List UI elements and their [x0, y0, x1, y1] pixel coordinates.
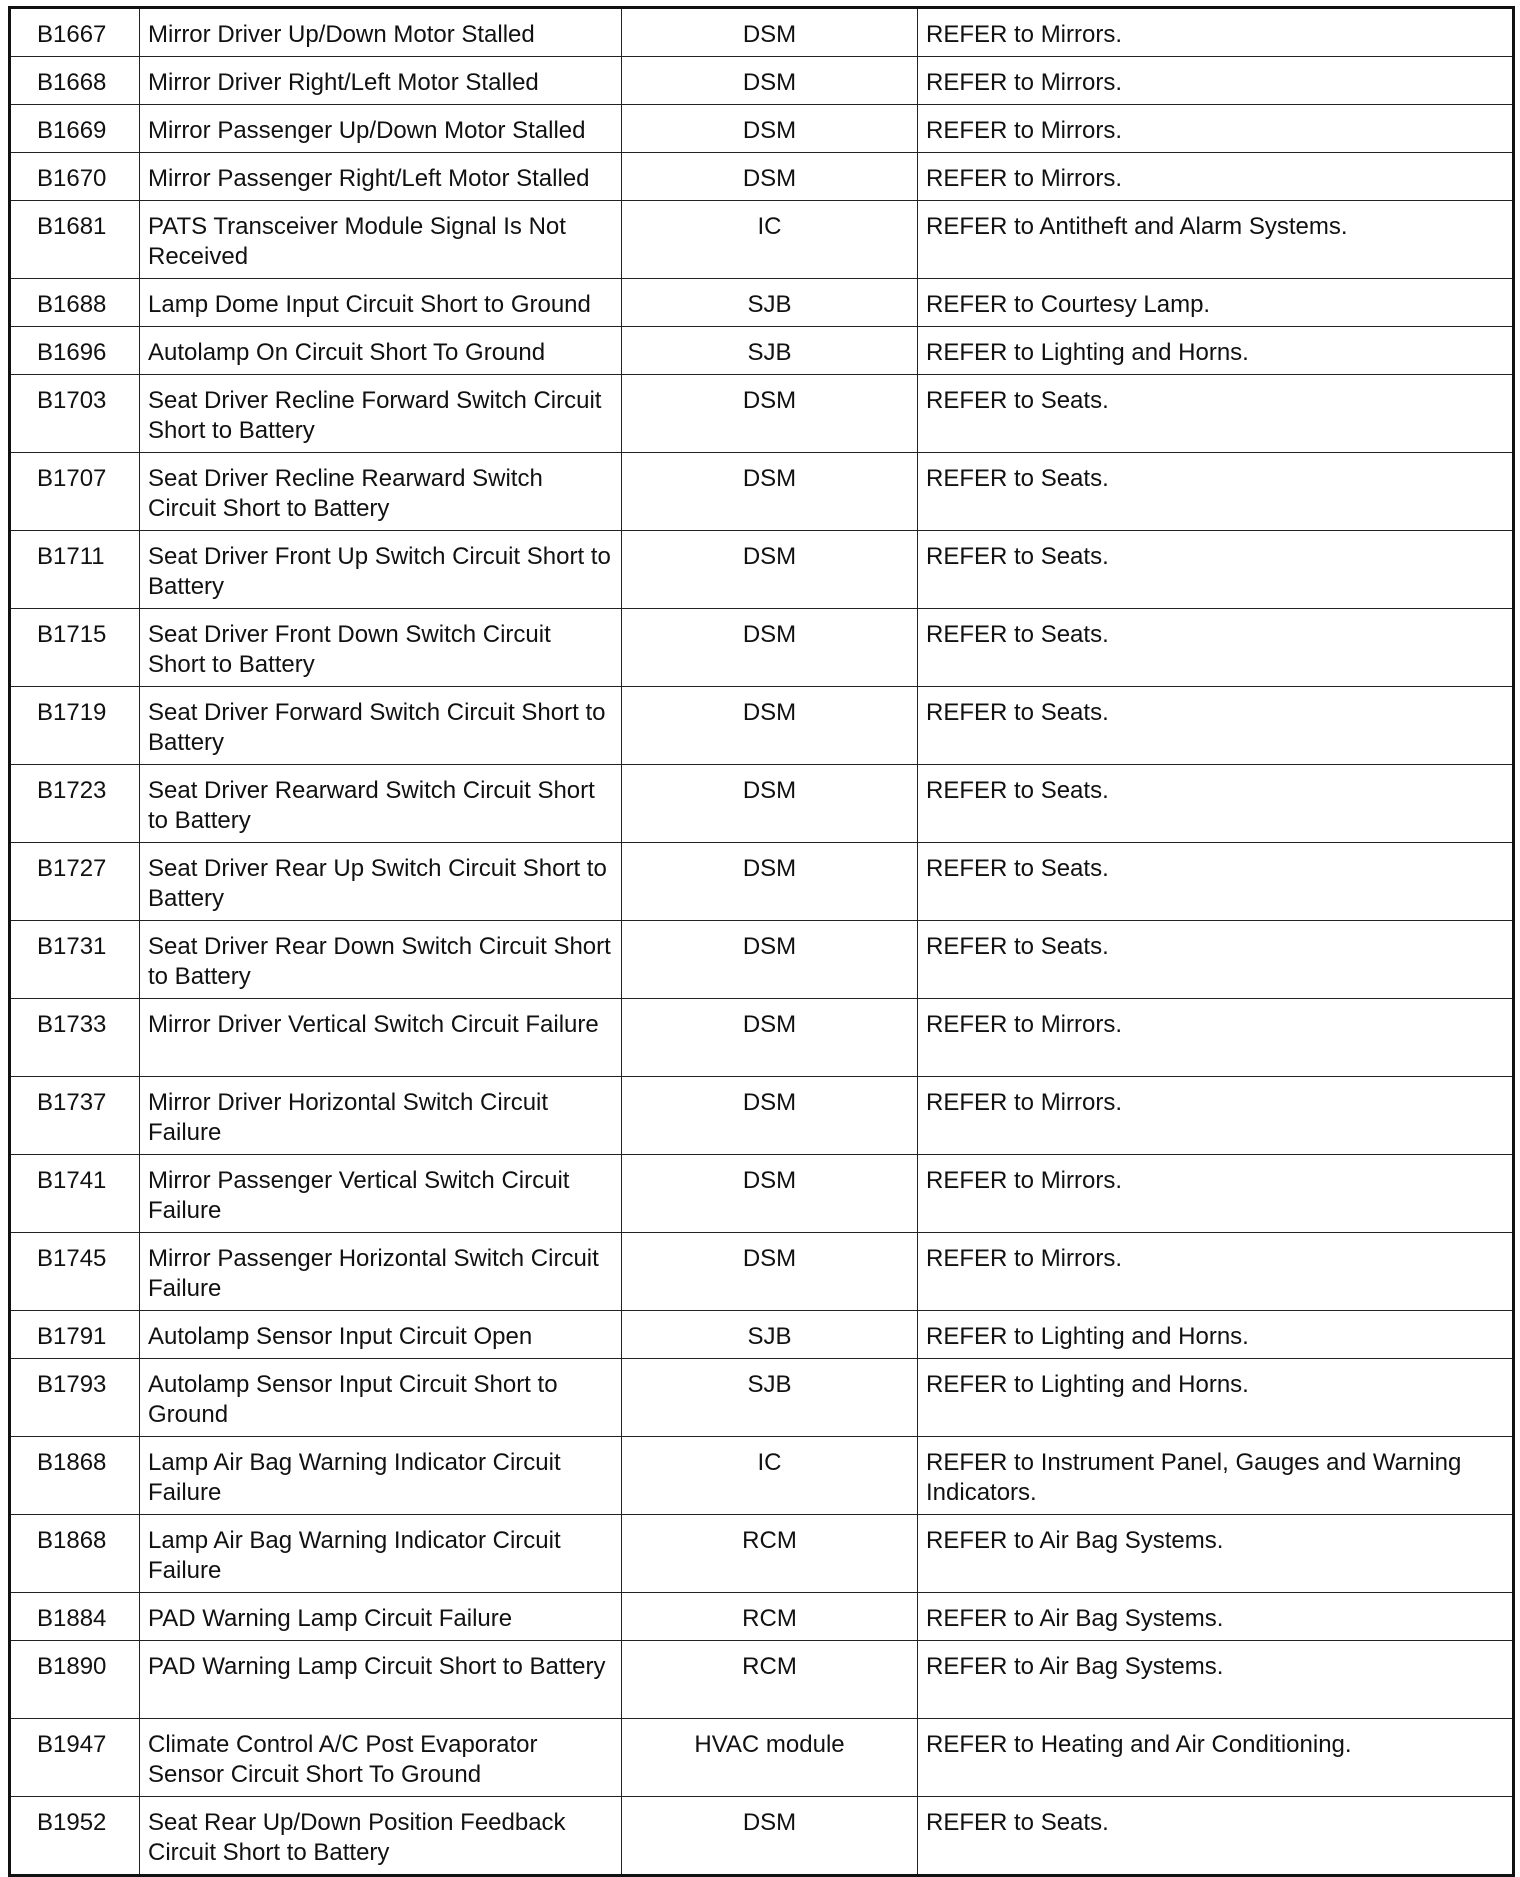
dtc-module-cell: DSM [622, 843, 918, 921]
dtc-table [8, 6, 1515, 1877]
table-row [10, 201, 1514, 279]
dtc-action-cell: REFER to Mirrors. [918, 8, 1514, 57]
dtc-description-cell: Seat Driver Recline Rearward Switch Circuit Short to Battery [140, 453, 622, 531]
dtc-code-cell: B1688 [10, 279, 140, 327]
dtc-description-cell: Mirror Passenger Up/Down Motor Stalled [140, 105, 622, 153]
dtc-action-cell: REFER to Lighting and Horns. [918, 1359, 1514, 1437]
dtc-action-cell: REFER to Mirrors. [918, 153, 1514, 201]
dtc-module-cell: DSM [622, 1797, 918, 1876]
dtc-action-cell: REFER to Seats. [918, 375, 1514, 453]
dtc-code-cell: B1745 [10, 1233, 140, 1311]
dtc-module-cell: DSM [622, 105, 918, 153]
dtc-code-cell: B1947 [10, 1719, 140, 1797]
dtc-action-cell: REFER to Seats. [918, 687, 1514, 765]
dtc-description-cell: Mirror Driver Vertical Switch Circuit Failure [140, 999, 622, 1077]
dtc-module-cell: DSM [622, 999, 918, 1077]
dtc-module-cell: HVAC module [622, 1719, 918, 1797]
dtc-module-cell: DSM [622, 375, 918, 453]
dtc-action-cell: REFER to Mirrors. [918, 1233, 1514, 1311]
dtc-description-cell: Mirror Passenger Horizontal Switch Circuit Failure [140, 1233, 622, 1311]
table-row [10, 8, 1514, 57]
dtc-description-cell: Seat Driver Rear Down Switch Circuit Short to Battery [140, 921, 622, 999]
dtc-module-cell: RCM [622, 1641, 918, 1719]
dtc-description-cell: Autolamp On Circuit Short To Ground [140, 327, 622, 375]
table-row [10, 1719, 1514, 1797]
dtc-module-cell: RCM [622, 1515, 918, 1593]
dtc-code-cell: B1667 [10, 8, 140, 57]
dtc-table-body [10, 8, 1514, 1876]
table-row [10, 375, 1514, 453]
dtc-description-cell: Lamp Air Bag Warning Indicator Circuit Failure [140, 1437, 622, 1515]
dtc-action-cell: REFER to Seats. [918, 843, 1514, 921]
dtc-code-cell: B1711 [10, 531, 140, 609]
table-row [10, 921, 1514, 999]
dtc-module-cell: SJB [622, 1311, 918, 1359]
dtc-module-cell: DSM [622, 1077, 918, 1155]
dtc-module-cell: DSM [622, 765, 918, 843]
dtc-code-cell: B1668 [10, 57, 140, 105]
dtc-code-cell: B1707 [10, 453, 140, 531]
dtc-module-cell: DSM [622, 57, 918, 105]
dtc-code-cell: B1890 [10, 1641, 140, 1719]
dtc-description-cell: PAD Warning Lamp Circuit Short to Battery [140, 1641, 622, 1719]
dtc-description-cell: Mirror Driver Up/Down Motor Stalled [140, 8, 622, 57]
dtc-module-cell: DSM [622, 921, 918, 999]
dtc-description-cell: PAD Warning Lamp Circuit Failure [140, 1593, 622, 1641]
dtc-description-cell: Seat Driver Front Down Switch Circuit Short to Battery [140, 609, 622, 687]
dtc-description-cell: Lamp Dome Input Circuit Short to Ground [140, 279, 622, 327]
table-row [10, 609, 1514, 687]
table-row [10, 1641, 1514, 1719]
dtc-module-cell: IC [622, 1437, 918, 1515]
dtc-module-cell: SJB [622, 1359, 918, 1437]
dtc-action-cell: REFER to Mirrors. [918, 1077, 1514, 1155]
table-row [10, 453, 1514, 531]
dtc-module-cell: DSM [622, 453, 918, 531]
dtc-action-cell: REFER to Courtesy Lamp. [918, 279, 1514, 327]
dtc-code-cell: B1696 [10, 327, 140, 375]
dtc-code-cell: B1719 [10, 687, 140, 765]
table-row [10, 153, 1514, 201]
table-row [10, 105, 1514, 153]
dtc-code-cell: B1884 [10, 1593, 140, 1641]
dtc-description-cell: PATS Transceiver Module Signal Is Not Received [140, 201, 622, 279]
table-row [10, 531, 1514, 609]
table-row [10, 57, 1514, 105]
dtc-action-cell: REFER to Seats. [918, 921, 1514, 999]
dtc-code-cell: B1703 [10, 375, 140, 453]
dtc-module-cell: SJB [622, 327, 918, 375]
dtc-module-cell: DSM [622, 687, 918, 765]
dtc-description-cell: Mirror Passenger Right/Left Motor Stalled [140, 153, 622, 201]
dtc-description-cell: Autolamp Sensor Input Circuit Open [140, 1311, 622, 1359]
dtc-action-cell: REFER to Seats. [918, 453, 1514, 531]
dtc-action-cell: REFER to Mirrors. [918, 999, 1514, 1077]
dtc-code-cell: B1737 [10, 1077, 140, 1155]
dtc-description-cell: Seat Driver Front Up Switch Circuit Short to Battery [140, 531, 622, 609]
table-row [10, 1311, 1514, 1359]
dtc-code-cell: B1733 [10, 999, 140, 1077]
table-row [10, 1593, 1514, 1641]
table-row [10, 327, 1514, 375]
dtc-action-cell: REFER to Mirrors. [918, 1155, 1514, 1233]
dtc-action-cell: REFER to Mirrors. [918, 57, 1514, 105]
dtc-code-cell: B1791 [10, 1311, 140, 1359]
table-row [10, 1797, 1514, 1876]
dtc-action-cell: REFER to Seats. [918, 531, 1514, 609]
table-row [10, 1155, 1514, 1233]
dtc-module-cell: DSM [622, 531, 918, 609]
dtc-description-cell: Mirror Driver Right/Left Motor Stalled [140, 57, 622, 105]
dtc-module-cell: SJB [622, 279, 918, 327]
dtc-description-cell: Lamp Air Bag Warning Indicator Circuit Failure [140, 1515, 622, 1593]
dtc-action-cell: REFER to Air Bag Systems. [918, 1515, 1514, 1593]
dtc-action-cell: REFER to Lighting and Horns. [918, 1311, 1514, 1359]
dtc-code-cell: B1868 [10, 1515, 140, 1593]
dtc-description-cell: Mirror Passenger Vertical Switch Circuit Failure [140, 1155, 622, 1233]
dtc-action-cell: REFER to Seats. [918, 765, 1514, 843]
dtc-code-cell: B1681 [10, 201, 140, 279]
dtc-module-cell: DSM [622, 153, 918, 201]
table-row [10, 687, 1514, 765]
dtc-description-cell: Seat Driver Rearward Switch Circuit Short to Battery [140, 765, 622, 843]
dtc-module-cell: IC [622, 201, 918, 279]
table-row [10, 1515, 1514, 1593]
dtc-action-cell: REFER to Seats. [918, 1797, 1514, 1876]
dtc-action-cell: REFER to Mirrors. [918, 105, 1514, 153]
dtc-description-cell: Seat Rear Up/Down Position Feedback Circuit Short to Battery [140, 1797, 622, 1876]
dtc-action-cell: REFER to Air Bag Systems. [918, 1641, 1514, 1719]
dtc-action-cell: REFER to Instrument Panel, Gauges and Warning Indicators. [918, 1437, 1514, 1515]
table-row [10, 1359, 1514, 1437]
table-row [10, 279, 1514, 327]
table-row [10, 1233, 1514, 1311]
table-row [10, 1077, 1514, 1155]
table-row [10, 765, 1514, 843]
dtc-module-cell: DSM [622, 8, 918, 57]
dtc-code-cell: B1723 [10, 765, 140, 843]
dtc-description-cell: Seat Driver Recline Forward Switch Circuit Short to Battery [140, 375, 622, 453]
dtc-code-cell: B1793 [10, 1359, 140, 1437]
dtc-code-cell: B1727 [10, 843, 140, 921]
dtc-description-cell: Seat Driver Rear Up Switch Circuit Short to Battery [140, 843, 622, 921]
dtc-description-cell: Climate Control A/C Post Evaporator Sensor Circuit Short To Ground [140, 1719, 622, 1797]
dtc-code-cell: B1715 [10, 609, 140, 687]
table-row [10, 999, 1514, 1077]
dtc-code-cell: B1669 [10, 105, 140, 153]
dtc-description-cell: Seat Driver Forward Switch Circuit Short to Battery [140, 687, 622, 765]
dtc-code-cell: B1952 [10, 1797, 140, 1876]
table-row [10, 843, 1514, 921]
dtc-description-cell: Mirror Driver Horizontal Switch Circuit Failure [140, 1077, 622, 1155]
dtc-module-cell: DSM [622, 1155, 918, 1233]
dtc-action-cell: REFER to Heating and Air Conditioning. [918, 1719, 1514, 1797]
dtc-description-cell: Autolamp Sensor Input Circuit Short to Ground [140, 1359, 622, 1437]
dtc-action-cell: REFER to Lighting and Horns. [918, 327, 1514, 375]
dtc-module-cell: RCM [622, 1593, 918, 1641]
dtc-action-cell: REFER to Air Bag Systems. [918, 1593, 1514, 1641]
dtc-code-cell: B1670 [10, 153, 140, 201]
dtc-code-cell: B1741 [10, 1155, 140, 1233]
dtc-action-cell: REFER to Antitheft and Alarm Systems. [918, 201, 1514, 279]
dtc-action-cell: REFER to Seats. [918, 609, 1514, 687]
dtc-code-cell: B1868 [10, 1437, 140, 1515]
dtc-module-cell: DSM [622, 1233, 918, 1311]
dtc-code-cell: B1731 [10, 921, 140, 999]
table-row [10, 1437, 1514, 1515]
dtc-module-cell: DSM [622, 609, 918, 687]
